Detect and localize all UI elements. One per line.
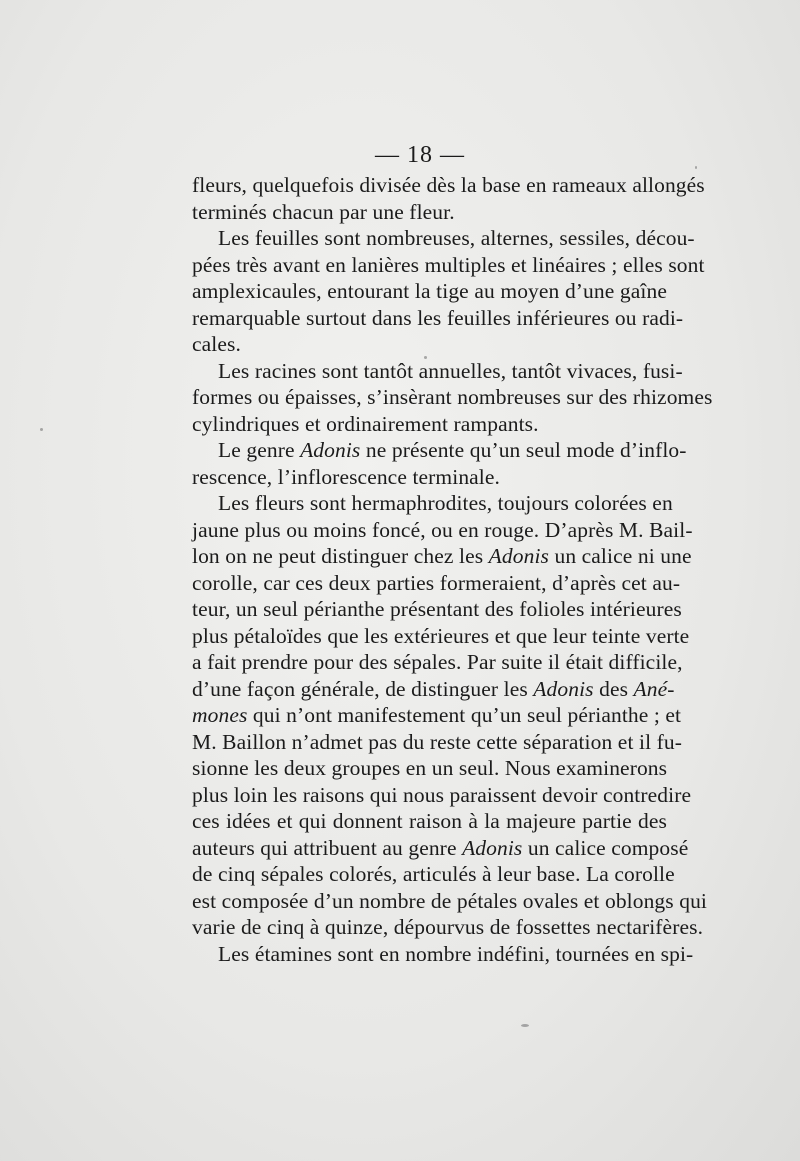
- text-line: remarquable surtout dans les feuilles inférieures ou radi-: [192, 305, 684, 330]
- print-speck: [424, 356, 427, 359]
- text-line: jaune plus ou moins foncé, ou en rouge. D’après M. Bail-: [192, 517, 693, 542]
- text-line: corolle, car ces deux parties formeraient, d’après cet au-: [192, 570, 681, 595]
- text-line: amplexicaules, entourant la tige au moyen d’une gaîne: [192, 279, 667, 303]
- text-line: lon on ne peut distinguer chez les Adonis un calice ni une: [192, 544, 692, 568]
- text-line: cylindriques et ordinairement rampants.: [192, 411, 539, 436]
- text-line: a fait prendre pour des sépales. Par suite il était difficile,: [192, 650, 683, 674]
- body-text: [192, 172, 713, 967]
- text-line: terminés chacun par une fleur.: [192, 199, 455, 224]
- text-line: formes ou épaisses, s’insèrant nombreuses sur des rhizomes: [192, 385, 713, 409]
- print-speck: [521, 1024, 529, 1027]
- text-line: mones qui n’ont manifestement qu’un seul périanthe ; et: [192, 703, 682, 727]
- text-line: auteurs qui attribuent au genre Adonis un calice composé: [192, 835, 689, 860]
- text-line: Les étamines sont en nombre indéfini, tournées en spi-: [218, 941, 694, 966]
- paragraph: [192, 437, 687, 490]
- print-speck: [40, 428, 43, 431]
- paragraph: [192, 490, 708, 941]
- text-line: ces idées et qui donnent raison à la majeure partie des: [192, 809, 667, 833]
- text-line: M. Baillon n’admet pas du reste cette séparation et il fu-: [192, 729, 682, 754]
- paragraph: [192, 358, 713, 438]
- print-speck: [695, 166, 697, 169]
- text-line: Les feuilles sont nombreuses, alternes, sessiles, décou-: [218, 226, 695, 250]
- paragraph: [192, 225, 705, 358]
- text-line: Les racines sont tantôt annuelles, tantôt vivaces, fusi-: [218, 358, 683, 383]
- text-line: pées très avant en lanières multiples et linéaires ; elles sont: [192, 252, 705, 277]
- text-line: plus loin les raisons qui nous paraissent devoir contredire: [192, 782, 692, 807]
- text-line: rescence, l’inflorescence terminale.: [192, 464, 501, 489]
- text-line: plus pétaloïdes que les extérieures et que leur teinte verte: [192, 623, 690, 648]
- text-line: est composée d’un nombre de pétales ovales et oblongs qui: [192, 888, 708, 913]
- text-line: fleurs, quelquefois divisée dès la base en rameaux allongés: [192, 173, 705, 197]
- page-number: — 18 —: [375, 142, 465, 168]
- text-line: teur, un seul périanthe présentant des folioles intérieures: [192, 597, 682, 621]
- text-line: d’une façon générale, de distinguer les Adonis des Ané-: [192, 676, 675, 701]
- text-line: cales.: [192, 332, 241, 356]
- paragraph: [192, 172, 705, 225]
- text-line: Le genre Adonis ne présente qu’un seul mode d’inflo-: [218, 438, 687, 462]
- paragraph: [192, 941, 694, 968]
- text-line: de cinq sépales colorés, articulés à leur base. La corolle: [192, 862, 675, 886]
- text-line: varie de cinq à quinze, dépourvus de fossettes nectarifères.: [192, 915, 704, 939]
- text-line: sionne les deux groupes en un seul. Nous examinerons: [192, 756, 668, 780]
- text-line: Les fleurs sont hermaphrodites, toujours colorées en: [218, 491, 673, 515]
